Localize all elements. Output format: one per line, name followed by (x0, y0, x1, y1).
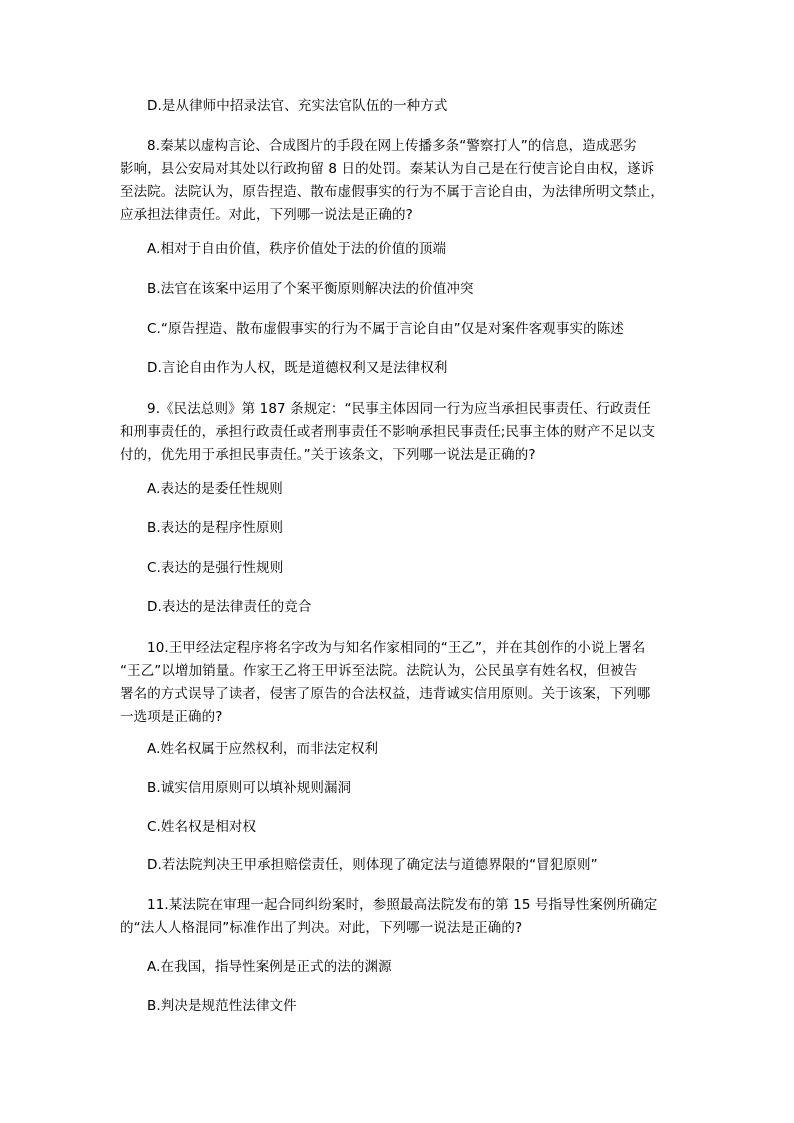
q9-stem-line: 付的，优先用于承担民事责任。”关于该条文，下列哪一说法是正确的? (120, 447, 536, 463)
q10-option-a: A.姓名权属于应然权利，而非法定权利 (147, 741, 379, 757)
q11-option-a: A.在我国，指导性案例是正式的法的渊源 (147, 959, 392, 975)
q9-stem-line: 9.《民法总则》第 187 条规定：“民事主体因同一行为应当承担民事责任、行政责任 (147, 401, 651, 417)
q8-stem-line: 8.秦某以虚构言论、合成图片的手段在网上传播多条“警察打人”的信息，造成恶劣 (147, 138, 637, 154)
q11-stem-line: 的“法人人格混同”标准作出了判决。对此，下列哪一说法是正确的? (120, 920, 523, 936)
q8-option-c: C.“原告捏造、散布虚假事实的行为不属于言论自由”仅是对案件客观事实的陈述 (147, 321, 624, 337)
q9-option-c: C.表达的是强行性规则 (147, 560, 284, 576)
q8-option-d: D.言论自由作为人权，既是道德权利又是法律权利 (147, 360, 448, 376)
q7-option-d: D.是从律师中招录法官、充实法官队伍的一种方式 (147, 98, 448, 114)
q9-option-d: D.表达的是法律责任的竞合 (147, 599, 312, 615)
q10-stem-line: “王乙”以增加销量。作家王乙将王甲诉至法院。法院认为，公民虽享有姓名权，但被告 (120, 663, 638, 679)
q10-option-d: D.若法院判决王甲承担赔偿责任，则体现了确定法与道德界限的“冒犯原则” (147, 857, 598, 873)
q11-stem-line: 11.某法院在审理一起合同纠纷案时，参照最高法院发布的第 15 号指导性案例所确定 (147, 897, 658, 913)
q9-option-b: B.表达的是程序性原则 (147, 520, 284, 536)
q8-stem-line: 至法院。法院认为，原告捏造、散布虚假事实的行为不属于言论自由，为法律所明文禁止， (120, 184, 664, 200)
q10-option-c: C.姓名权是相对权 (147, 819, 257, 835)
q10-option-b: B.诚实信用原则可以填补规则漏洞 (147, 780, 352, 796)
q8-stem-line: 应承担法律责任。对此，下列哪一说法是正确的? (120, 207, 413, 223)
q8-option-b: B.法官在该案中运用了个案平衡原则解决法的价值冲突 (147, 281, 474, 297)
q11-option-b: B.判决是规范性法律文件 (147, 998, 297, 1014)
q9-option-a: A.表达的是委任性规则 (147, 481, 283, 497)
q8-stem-line: 影响，县公安局对其处以行政拘留 8 日的处罚。秦某认为自己是在行使言论自由权，遂诉 (120, 161, 655, 177)
q10-stem-line: 署名的方式误导了读者，侵害了原告的合法权益，违背诚实信用原则。关于该案，下列哪 (120, 686, 651, 702)
q10-stem-line: 10.王甲经法定程序将名字改为与知名作家相同的“王乙”，并在其创作的小说上署名 (147, 640, 646, 656)
q9-stem-line: 和刑事责任的，承担行政责任或者刑事责任不影响承担民事责任;民事主体的财产不足以支 (120, 424, 656, 440)
q8-option-a: A.相对于自由价值，秩序价值处于法的价值的顶端 (147, 241, 447, 257)
q10-stem-line: 一选项是正确的? (120, 709, 223, 725)
